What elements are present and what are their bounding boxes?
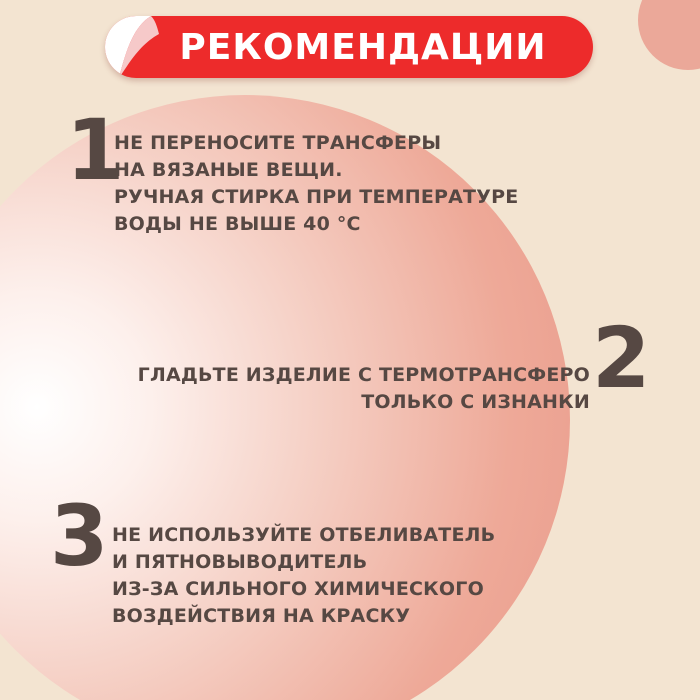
corner-decor-circle bbox=[638, 0, 700, 70]
banner-pill bbox=[105, 16, 593, 78]
step-number-2: 2 bbox=[592, 309, 651, 407]
recommendation-3-text bbox=[112, 522, 495, 630]
title-banner bbox=[105, 16, 593, 78]
recommendation-2-text bbox=[138, 362, 590, 416]
recommendation-3-line: ИЗ-ЗА СИЛЬНОГО ХИМИЧЕСКОГО bbox=[112, 578, 484, 600]
recommendation-1-line: ВОДЫ НЕ ВЫШЕ 40 °С bbox=[114, 213, 361, 235]
recommendation-3-line: НЕ ИСПОЛЬЗУЙТЕ ОТБЕЛИВАТЕЛЬ bbox=[112, 524, 496, 546]
recommendation-1-text bbox=[114, 130, 518, 238]
recommendation-1-line: НА ВЯЗАНЫЕ ВЕЩИ. bbox=[114, 159, 343, 181]
recommendation-1-line: РУЧНАЯ СТИРКА ПРИ ТЕМПЕРАТУРЕ bbox=[114, 186, 519, 208]
banner-title: РЕКОМЕНДАЦИИ bbox=[179, 26, 547, 68]
step-number-3: 3 bbox=[50, 487, 109, 585]
recommendation-2-line: ТОЛЬКО С ИЗНАНКИ bbox=[361, 391, 590, 413]
recommendation-1-line: НЕ ПЕРЕНОСИТЕ ТРАНСФЕРЫ bbox=[114, 132, 442, 154]
recommendation-3-line: И ПЯТНОВЫВОДИТЕЛЬ bbox=[112, 551, 368, 573]
step-number-1: 1 bbox=[66, 101, 125, 199]
recommendation-3-line: ВОЗДЕЙСТВИЯ НА КРАСКУ bbox=[112, 605, 411, 627]
sticker-curl-icon bbox=[105, 16, 167, 78]
recommendation-2-line: ГЛАДЬТЕ ИЗДЕЛИЕ С ТЕРМОТРАНСФЕРО bbox=[137, 364, 590, 386]
